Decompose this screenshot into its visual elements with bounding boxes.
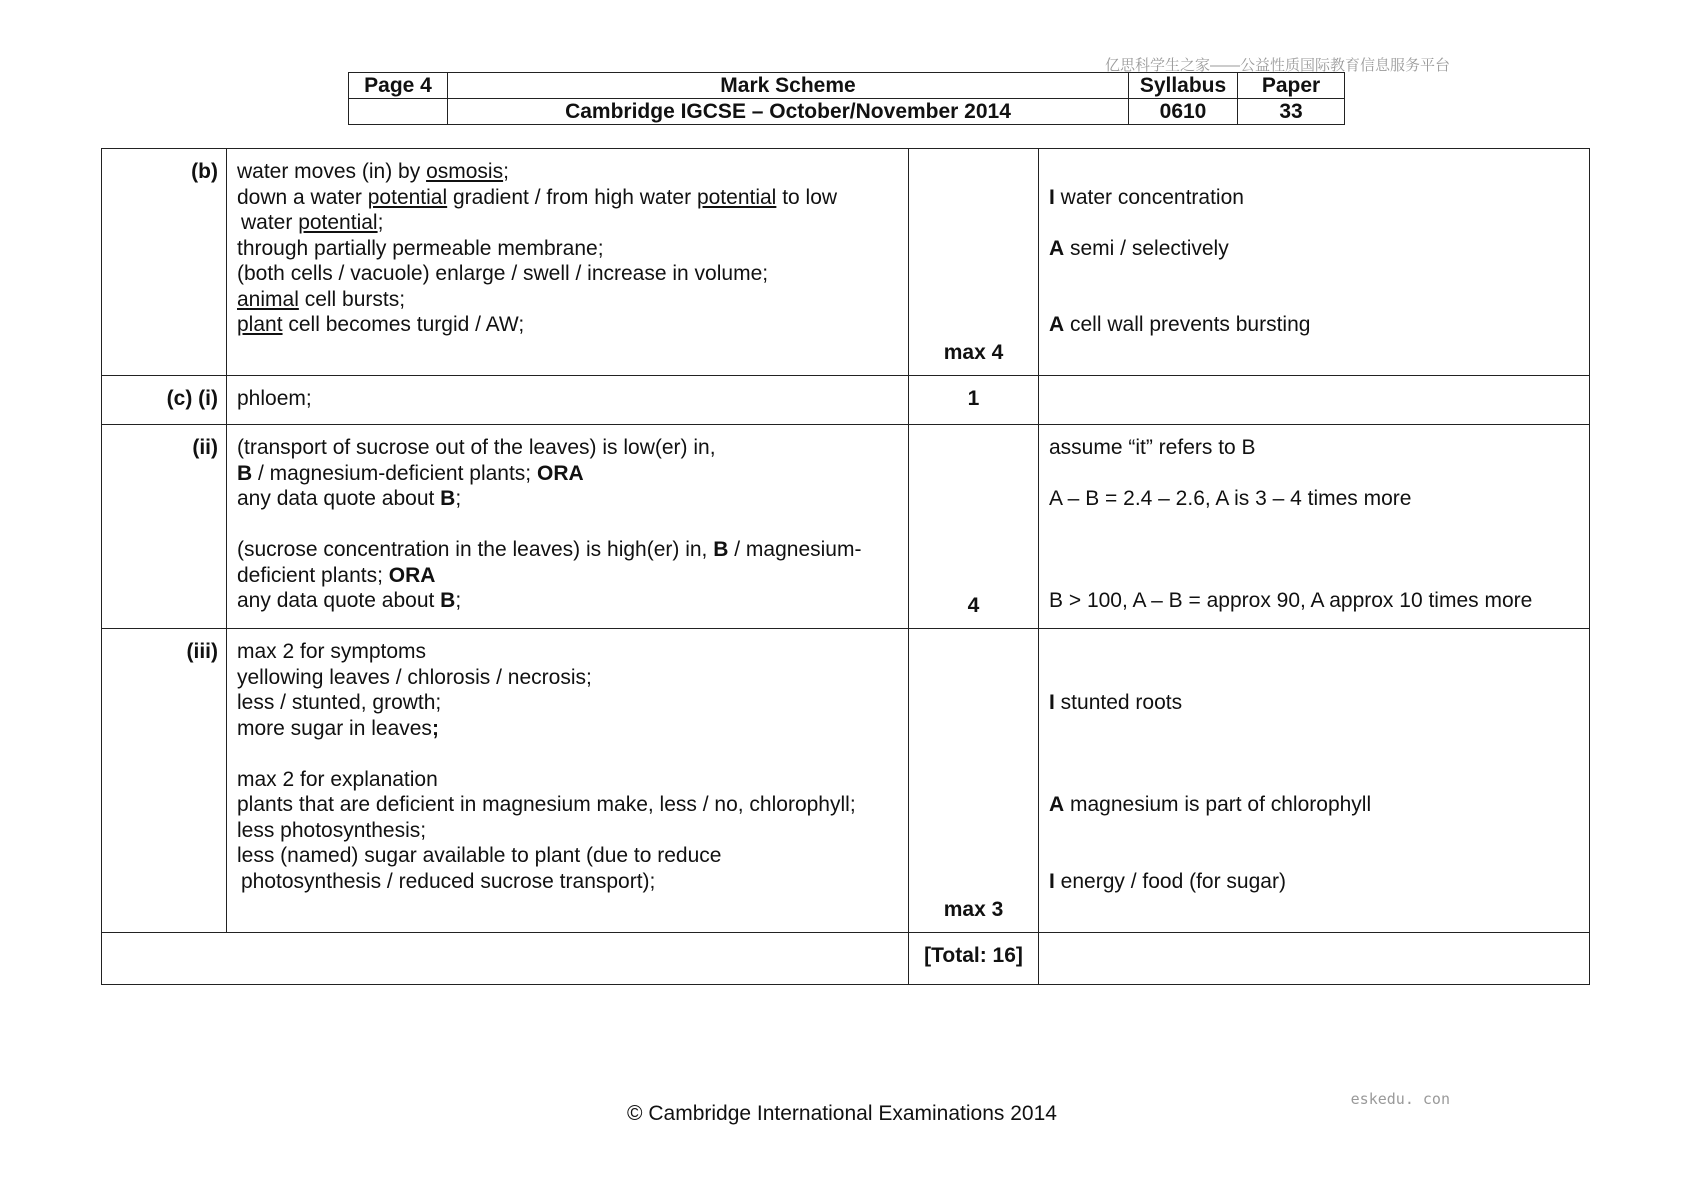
header-page: Page 4 xyxy=(349,73,448,99)
header-exam: Cambridge IGCSE – October/November 2014 xyxy=(448,99,1129,125)
header-syllabus: 0610 xyxy=(1129,99,1238,125)
answer-c-i: phloem; xyxy=(227,376,909,425)
header-syllabus-label: Syllabus xyxy=(1129,73,1238,99)
header-paper: 33 xyxy=(1238,99,1345,125)
footer-copyright: © Cambridge International Examinations 2014 xyxy=(627,1102,1057,1125)
answer-c-iii: max 2 for symptoms yellowing leaves / chlorosis / necrosis; less / stunted, growth; more sugar in leaves; max 2 for explanation plants that are deficient in magnesium make, less / no, chlorophyll; less photosynthesis; less (named) sugar available to plant (due to reduce photosynthesis / reduced sucrose transport); xyxy=(227,629,909,933)
mark-scheme-table xyxy=(101,148,1590,985)
watermark-bottom: eskedu. con xyxy=(1350,1090,1450,1108)
question-b: (b) xyxy=(102,149,227,376)
marks-c-iii: max 3 xyxy=(909,629,1039,933)
total-blank xyxy=(102,933,909,985)
marks-total: [Total: 16] xyxy=(909,933,1039,985)
row-total xyxy=(102,933,1590,985)
header-paper-label: Paper xyxy=(1238,73,1345,99)
row-b xyxy=(102,149,1590,376)
row-c-iii xyxy=(102,629,1590,933)
header-title: Mark Scheme xyxy=(448,73,1129,99)
row-c-ii xyxy=(102,425,1590,629)
guidance-c-ii: assume “it” refers to B A – B = 2.4 – 2.6, A is 3 – 4 times more B > 100, A – B = approx 90, A approx 10 times more xyxy=(1039,425,1590,629)
watermark-top: 亿思科学生之家——公益性质国际教育信息服务平台 xyxy=(1104,57,1450,74)
header-table xyxy=(348,72,1345,125)
header-blank xyxy=(349,99,448,125)
question-c-iii: (iii) xyxy=(102,629,227,933)
marks-c-ii: 4 xyxy=(909,425,1039,629)
question-c-ii: (ii) xyxy=(102,425,227,629)
question-c-i: (c) (i) xyxy=(102,376,227,425)
answer-c-ii: (transport of sucrose out of the leaves) is low(er) in, B / magnesium-deficient plants; ORA any data quote about B; (sucrose concentration in the leaves) is high(er) in, B / magnesium- deficient plants; ORA any data quote about B; xyxy=(227,425,909,629)
guidance-c-i xyxy=(1039,376,1590,425)
guidance-b: I water concentration A semi / selectively A cell wall prevents bursting xyxy=(1039,149,1590,376)
row-c-i xyxy=(102,376,1590,425)
total-guidance-blank xyxy=(1039,933,1590,985)
marks-b: max 4 xyxy=(909,149,1039,376)
answer-b: water moves (in) by osmosis; down a water potential gradient / from high water potential to low water potential; through partially permeable membrane; (both cells / vacuole) enlarge / swell / increase in volume; animal cell bursts; plant cell becomes turgid / AW; xyxy=(227,149,909,376)
guidance-c-iii: I stunted roots A magnesium is part of chlorophyll I energy / food (for sugar) xyxy=(1039,629,1590,933)
marks-c-i: 1 xyxy=(909,376,1039,425)
